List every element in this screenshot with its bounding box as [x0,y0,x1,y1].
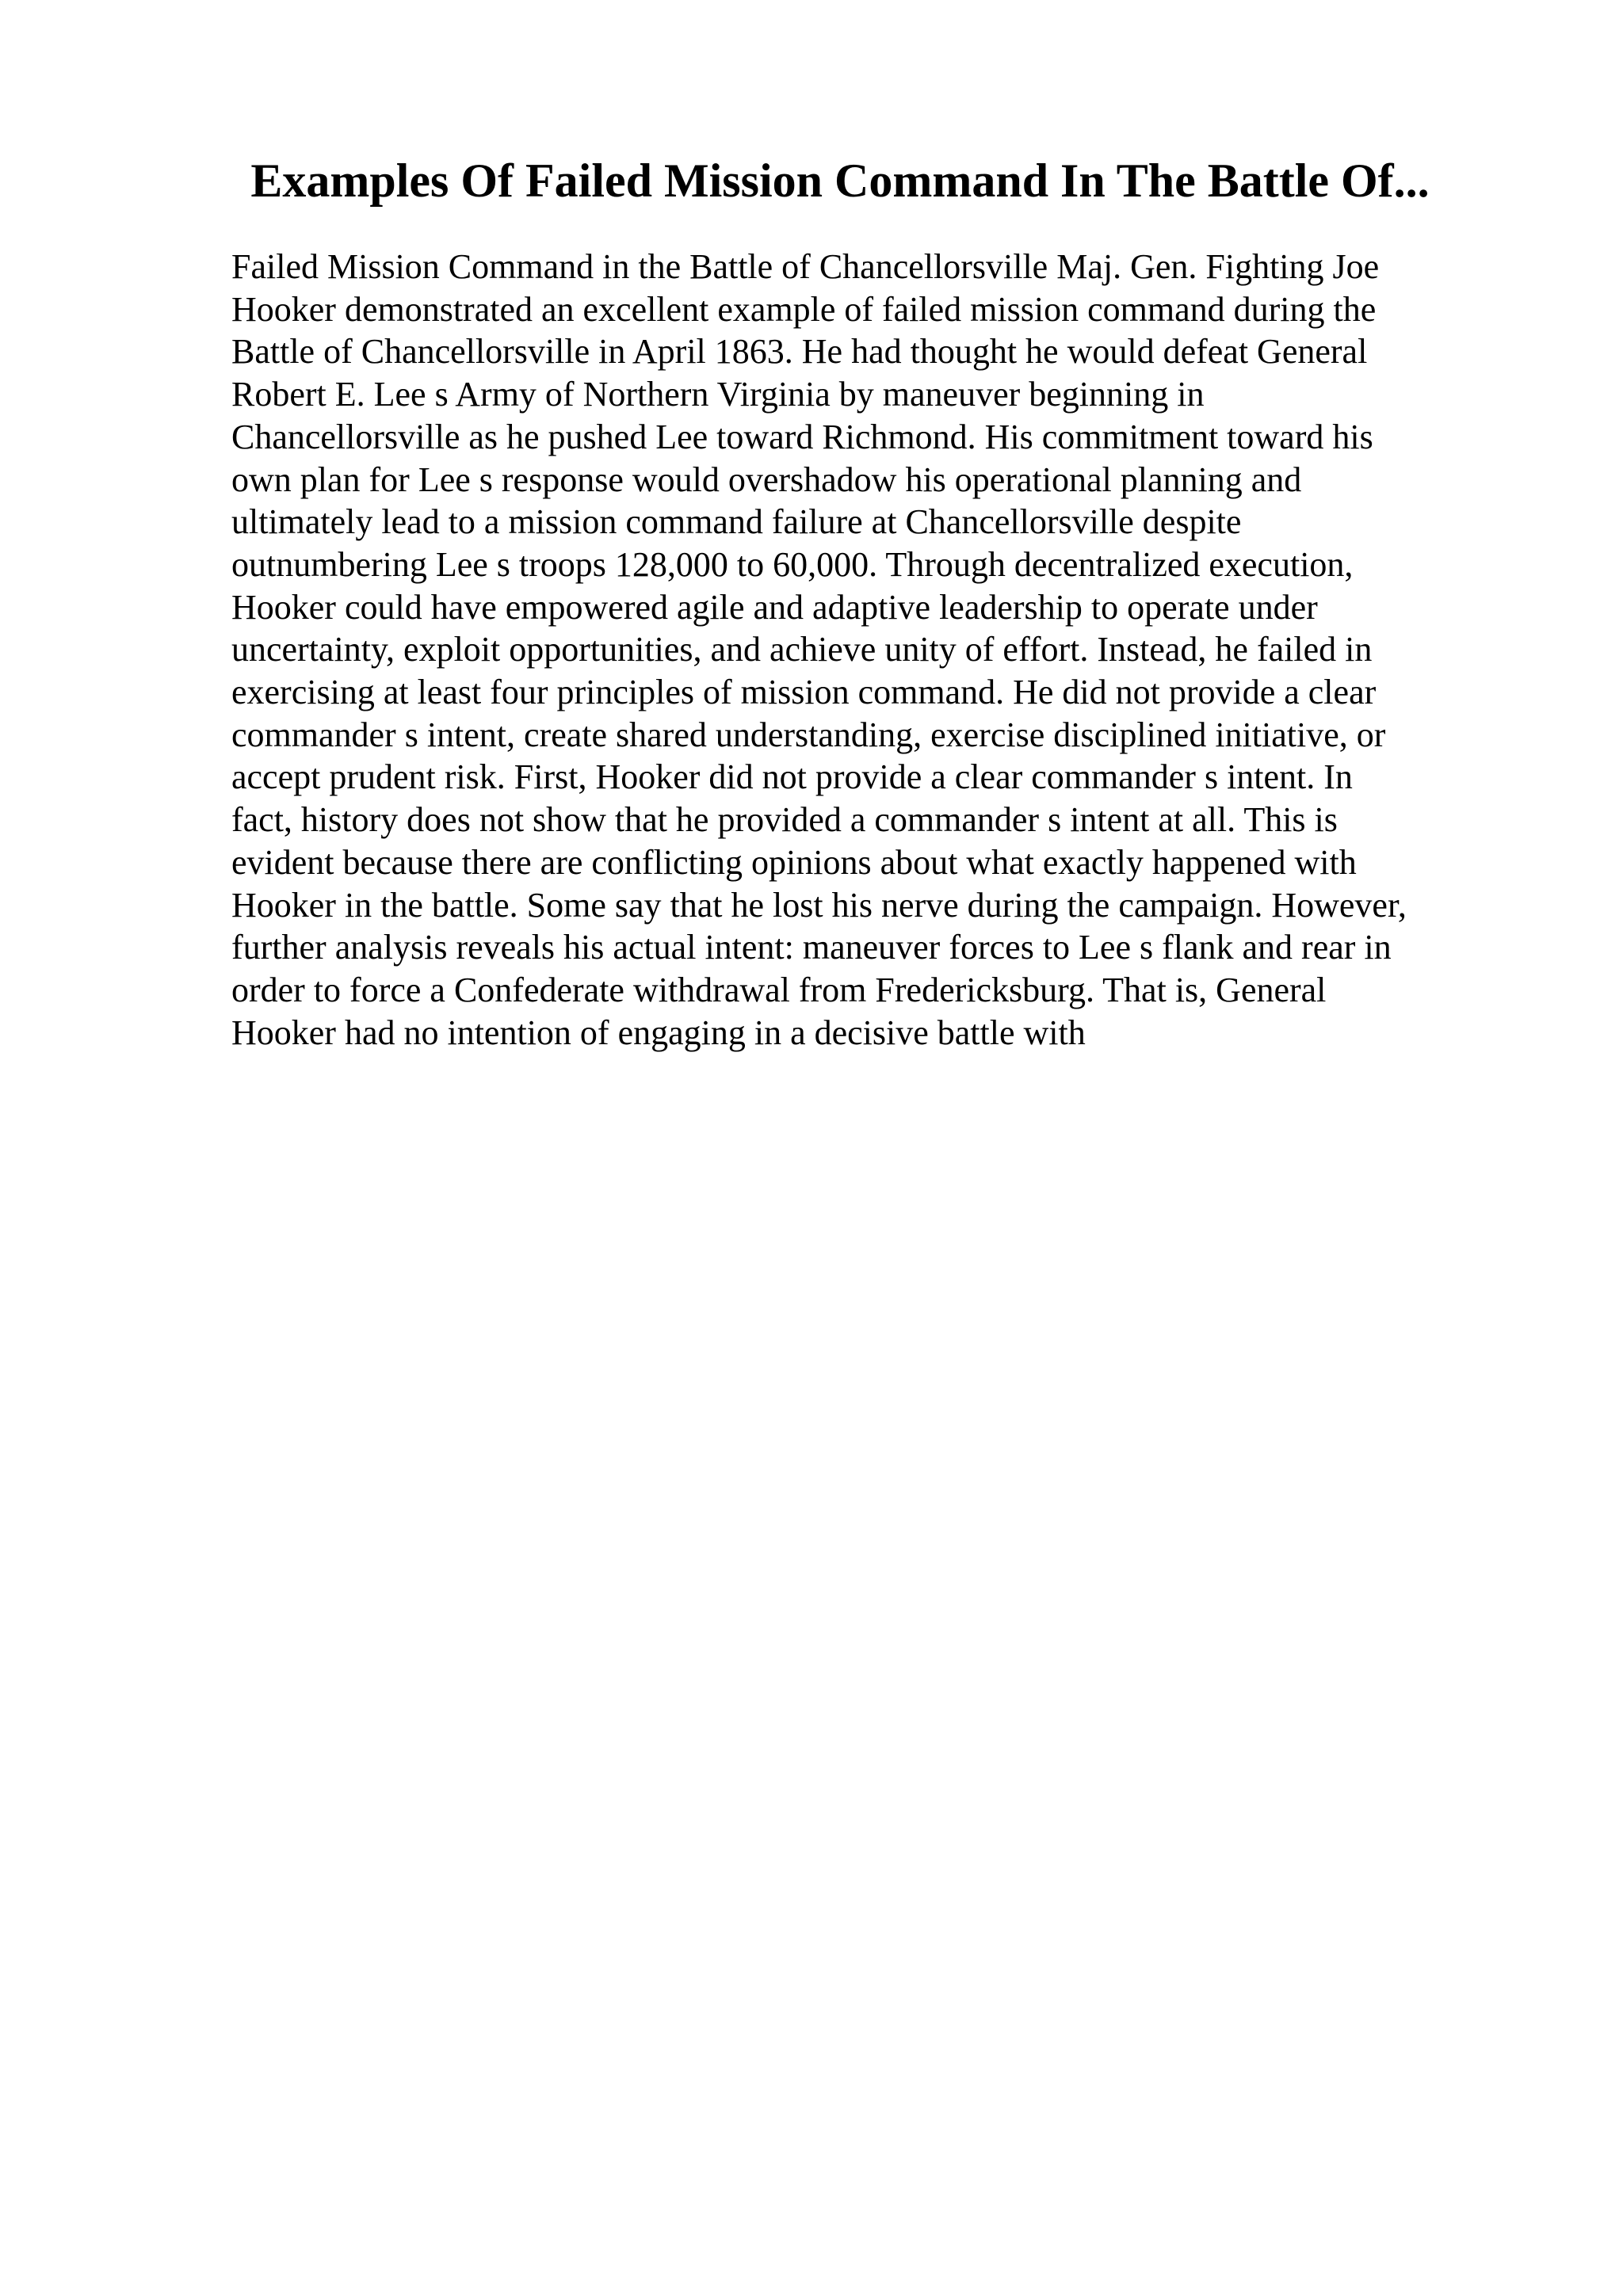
paragraph-line: evident because there are conflicting opinions about what exactly happened with [231,842,1357,882]
paragraph-line: Robert E. Lee s Army of Northern Virginia by maneuver beginning in [231,375,1205,414]
page-title: Examples Of Failed Mission Command In The Battle Of... [250,154,1430,207]
paragraph-line: Hooker in the battle. Some say that he lost his nerve during the campaign. However, [231,885,1407,925]
paragraph-line: ultimately lead to a mission command failure at Chancellorsville despite [231,502,1242,542]
paragraph-line: accept prudent risk. First, Hooker did not provide a clear commander s intent. In [231,757,1353,797]
paragraph-line: uncertainty, exploit opportunities, and achieve unity of effort. Instead, he failed in [231,630,1373,669]
paragraph-line: Hooker could have empowered agile and adaptive leadership to operate under [231,587,1318,627]
paragraph-line: fact, history does not show that he provided a commander s intent at all. This is [231,800,1338,840]
paragraph-line: Battle of Chancellorsville in April 1863. He had thought he would defeat General [231,332,1368,372]
paragraph-line: own plan for Lee s response would overshadow his operational planning and [231,460,1302,499]
body-paragraph [231,246,1499,1054]
paragraph-line: outnumbering Lee s troops 128,000 to 60,000. Through decentralized execution, [231,544,1354,584]
paragraph-line: Hooker had no intention of engaging in a decisive battle with [231,1013,1086,1052]
paragraph-line: Chancellorsville as he pushed Lee toward Richmond. His commitment toward his [231,417,1373,456]
paragraph-line: commander s intent, create shared understanding, exercise disciplined initiative, or [231,715,1386,754]
paragraph-line: exercising at least four principles of mission command. He did not provide a clear [231,673,1377,712]
paragraph-line: order to force a Confederate withdrawal from Fredericksburg. That is, General [231,970,1327,1009]
paragraph-line: Failed Mission Command in the Battle of Chancellorsville Maj. Gen. Fighting Joe [231,247,1380,286]
paragraph-line: Hooker demonstrated an excellent example of failed mission command during the [231,289,1377,329]
paragraph-line: further analysis reveals his actual intent: maneuver forces to Lee s flank and rear in [231,928,1392,967]
